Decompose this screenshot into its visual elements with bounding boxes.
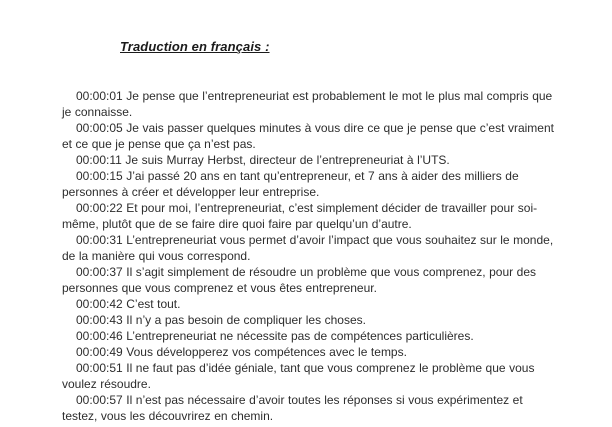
- paragraph-text: Il n’est pas nécessaire d’avoir toutes les réponses si vous expérimentez et testez, vous les découvrirez en chemin.: [62, 393, 523, 423]
- timestamp: 00:00:01: [76, 89, 123, 103]
- paragraph-text: Il n’y a pas besoin de compliquer les choses.: [122, 313, 366, 327]
- timestamp: 00:00:15: [76, 169, 123, 183]
- timestamp: 00:00:22: [76, 201, 123, 215]
- transcript-paragraph: [62, 344, 558, 360]
- transcript-paragraph: [62, 88, 558, 120]
- document-title: Traduction en français :: [120, 39, 270, 54]
- timestamp: 00:00:11: [76, 153, 122, 167]
- timestamp: 00:00:43: [76, 313, 123, 327]
- paragraph-text: Il ne faut pas d’idée géniale, tant que vous comprenez le problème que vous voulez résoudre.: [62, 361, 535, 391]
- timestamp: 00:00:31: [76, 233, 123, 247]
- timestamp: 00:00:57: [76, 393, 123, 407]
- transcript: [62, 88, 558, 424]
- transcript-paragraph: [62, 360, 558, 392]
- transcript-paragraph: [62, 392, 558, 424]
- paragraph-text: L’entrepreneuriat vous permet d’avoir l’impact que vous souhaitez sur le monde, de la manière qui vous correspond.: [62, 233, 554, 263]
- transcript-paragraph: [62, 232, 558, 264]
- timestamp: 00:00:42: [76, 297, 123, 311]
- paragraph-text: Vous développerez vos compétences avec le temps.: [122, 345, 407, 359]
- paragraph-text: Je suis Murray Herbst, directeur de l’entrepreneuriat à l’UTS.: [121, 153, 450, 167]
- transcript-paragraph: [62, 120, 558, 152]
- paragraph-text: Et pour moi, l’entrepreneuriat, c’est simplement décider de travailler pour soi-même, plutôt que de se faire dire quoi faire par quelqu’un d’autre.: [62, 201, 538, 231]
- transcript-paragraph: [62, 328, 558, 344]
- transcript-paragraph: [62, 264, 558, 296]
- transcript-paragraph: [62, 152, 558, 168]
- timestamp: 00:00:37: [76, 265, 123, 279]
- paragraph-text: C’est tout.: [122, 297, 181, 311]
- paragraph-text: J’ai passé 20 ans en tant qu’entrepreneur, et 7 ans à aider des milliers de personnes à créer et développer leur entreprise.: [62, 169, 519, 199]
- transcript-paragraph: [62, 200, 558, 232]
- timestamp: 00:00:51: [76, 361, 123, 375]
- transcript-paragraph: [62, 168, 558, 200]
- transcript-paragraph: [62, 296, 558, 312]
- paragraph-text: Il s’agit simplement de résoudre un problème que vous comprenez, pour des personnes que vous comprenez et vous êtes entrepreneur.: [62, 265, 537, 295]
- transcript-paragraph: [62, 312, 558, 328]
- timestamp: 00:00:49: [76, 345, 123, 359]
- timestamp: 00:00:46: [76, 329, 123, 343]
- paragraph-text: Je vais passer quelques minutes à vous dire ce que je pense que c’est vraiment et ce que je pense que ça n’est pas.: [62, 121, 554, 151]
- paragraph-text: L’entrepreneuriat ne nécessite pas de compétences particulières.: [122, 329, 474, 343]
- timestamp: 00:00:05: [76, 121, 123, 135]
- paragraph-text: Je pense que l’entrepreneuriat est probablement le mot le plus mal compris que je connaisse.: [62, 89, 553, 119]
